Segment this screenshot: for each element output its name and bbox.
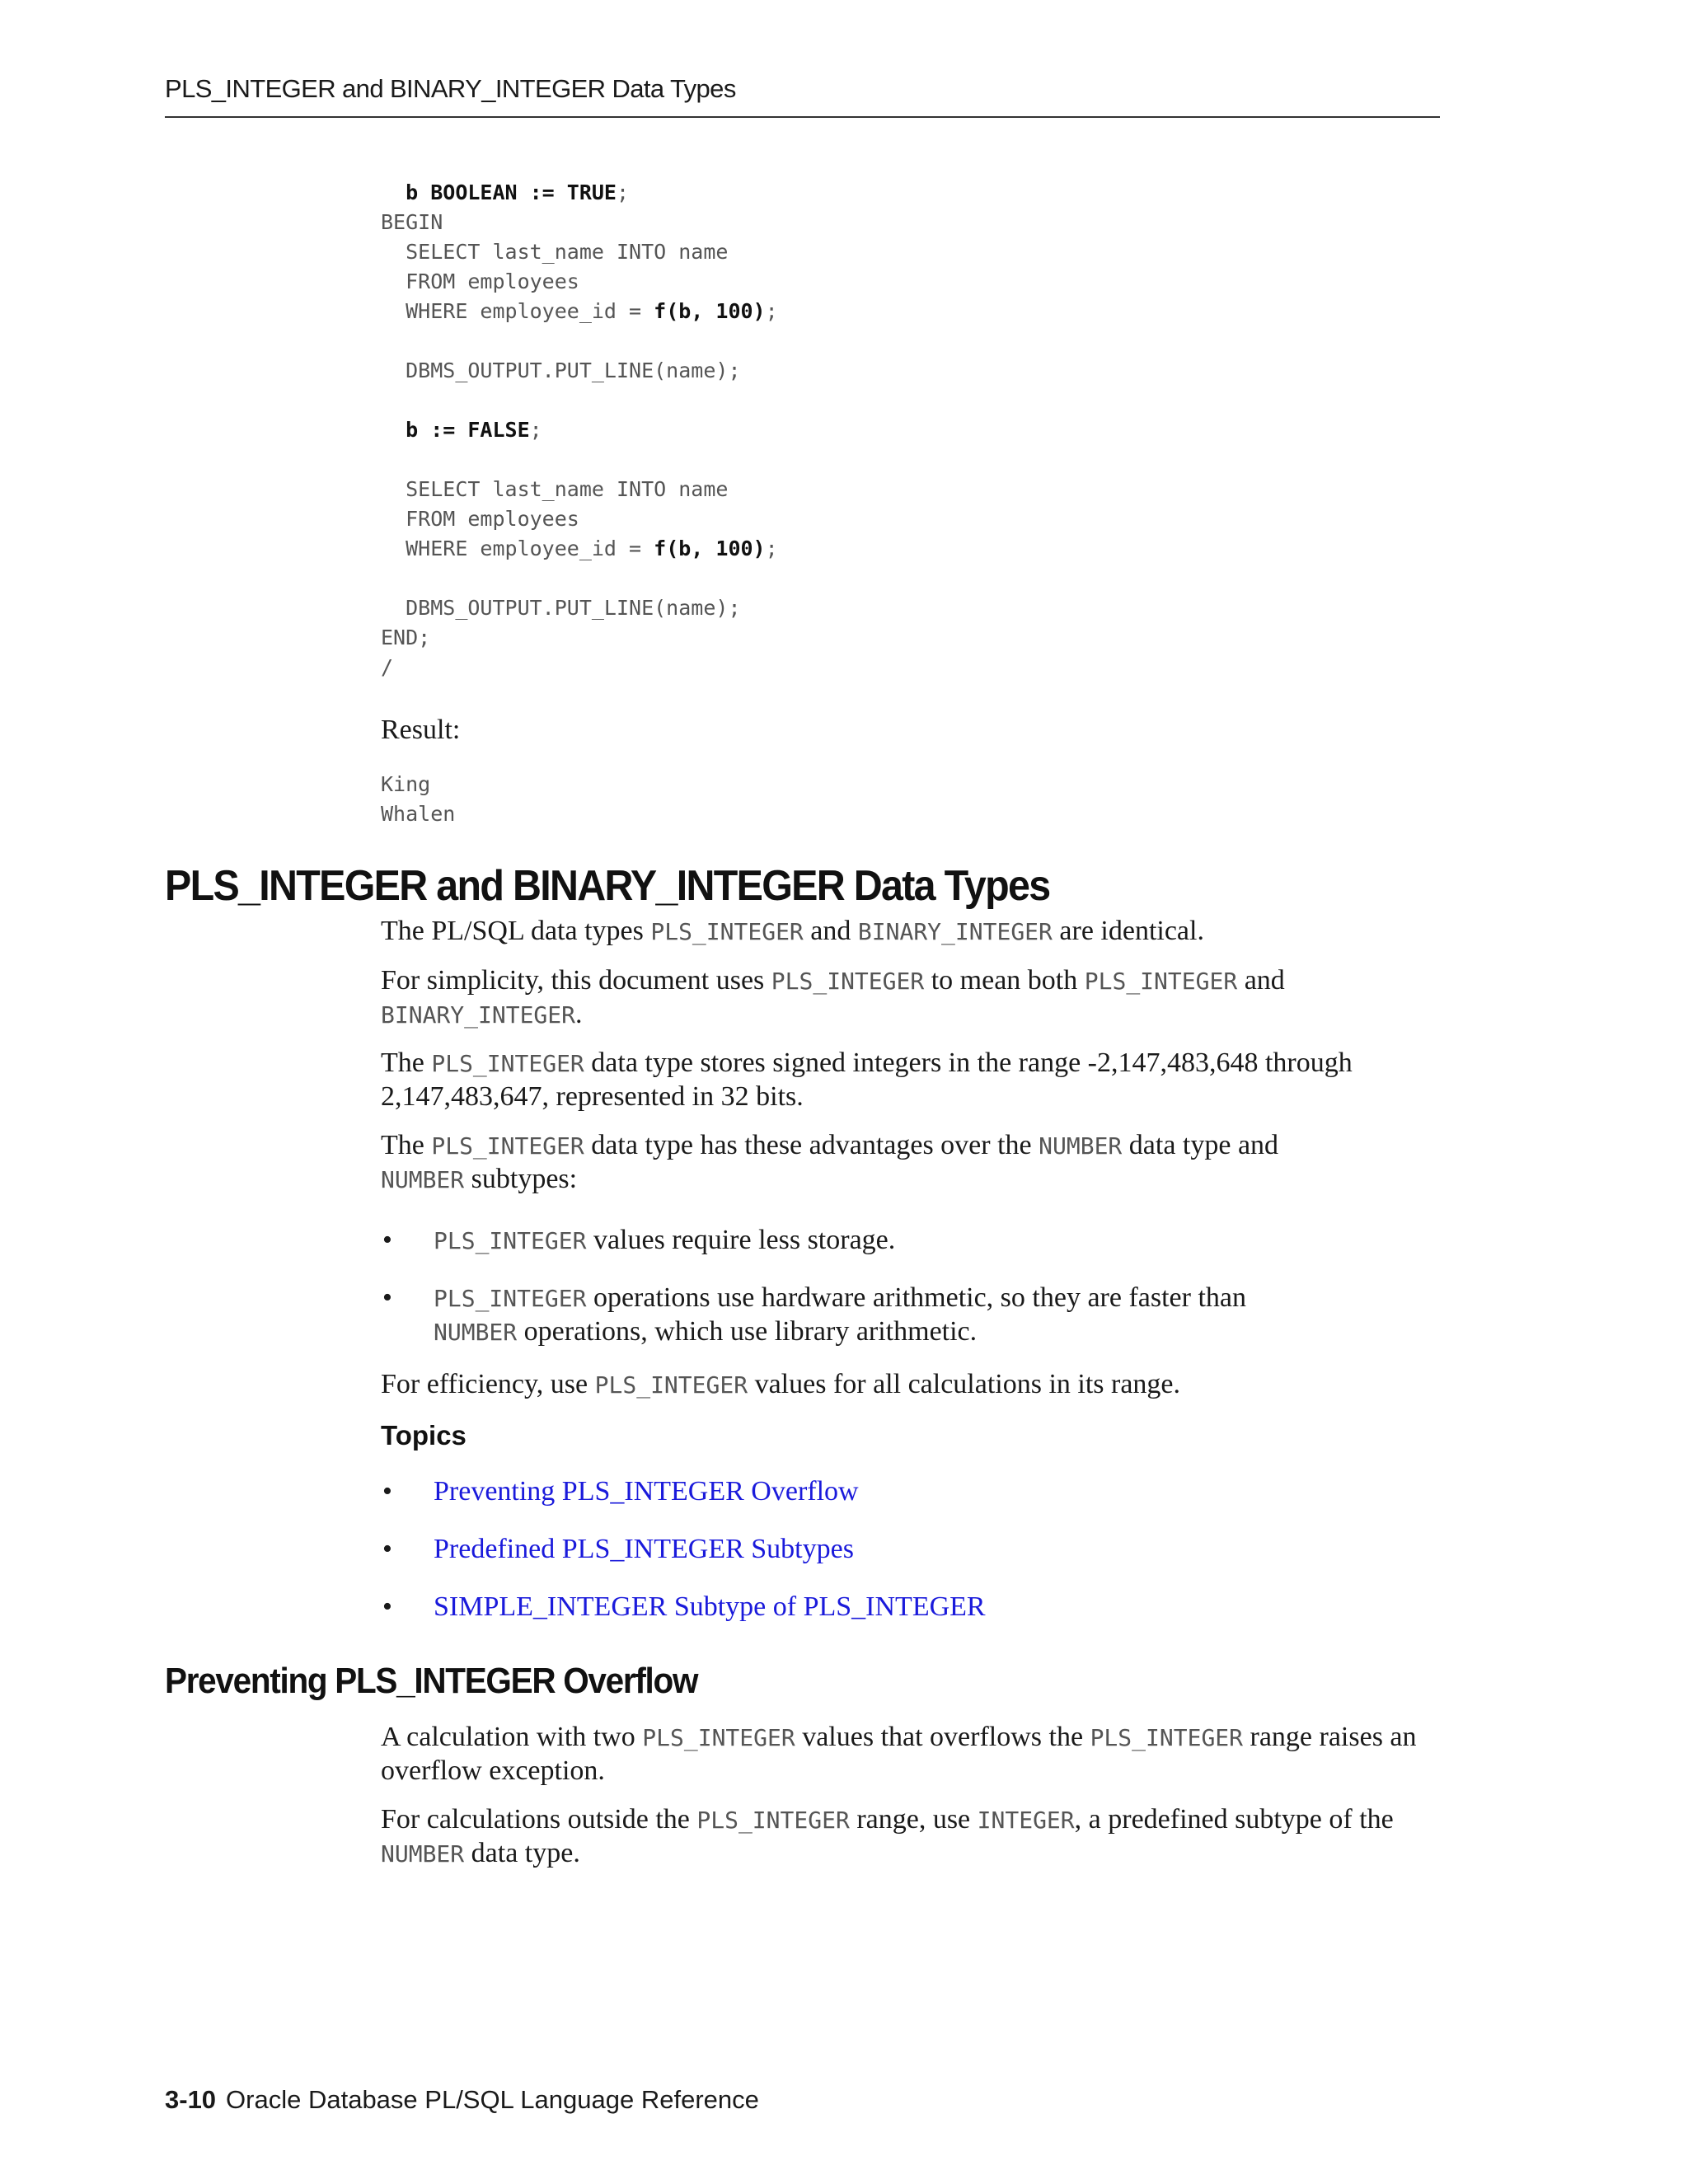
- code-emphasis: b BOOLEAN := TRUE: [406, 180, 617, 204]
- code-emphasis: f(b, 100): [654, 299, 766, 323]
- subsection-heading: Preventing PLS_INTEGER Overflow: [165, 1661, 698, 1701]
- code-text: DBMS_OUTPUT.PUT_LINE(name);: [406, 596, 741, 620]
- output-line: Whalen: [381, 802, 456, 826]
- code-text: FROM employees: [406, 269, 579, 293]
- bullet-icon: •: [382, 1591, 392, 1622]
- code-text: ;: [765, 537, 778, 560]
- code-text: ;: [529, 418, 542, 442]
- code-line: [381, 477, 728, 501]
- code-line: [381, 210, 443, 234]
- paragraph-outside-range: For calculations outside the PLS_INTEGER range, use INTEGER, a predefined subtype of the NUMBER data type.: [381, 1804, 1394, 1868]
- paragraph-advantages: The PLS_INTEGER data type has these advantages over the NUMBER data type and NUMBER subtypes:: [381, 1130, 1279, 1194]
- code-text: SELECT last_name INTO name: [406, 477, 729, 501]
- paragraph-overflow: A calculation with two PLS_INTEGER values that overflows the PLS_INTEGER range raises an overflow exception.: [381, 1722, 1417, 1786]
- page-number: 3-10: [165, 2085, 217, 2114]
- code-text: /: [381, 655, 394, 679]
- code-text: ;: [765, 299, 778, 323]
- code-text: ;: [616, 180, 630, 204]
- code-line: [381, 418, 542, 442]
- code-line: [381, 655, 393, 679]
- topic-link-simple-integer[interactable]: SIMPLE_INTEGER Subtype of PLS_INTEGER: [434, 1591, 986, 1622]
- code-emphasis: f(b, 100): [654, 537, 766, 560]
- code-line: [381, 180, 629, 204]
- paragraph-identical-types: The PL/SQL data types PLS_INTEGER and BINARY_INTEGER are identical.: [381, 916, 1204, 946]
- code-text: WHERE employee_id =: [406, 299, 654, 323]
- bullet-icon: •: [382, 1534, 392, 1564]
- code-line: [381, 626, 430, 649]
- paragraph-efficiency: For efficiency, use PLS_INTEGER values for all calculations in its range.: [381, 1369, 1181, 1399]
- topic-link-preventing-overflow[interactable]: Preventing PLS_INTEGER Overflow: [434, 1476, 859, 1507]
- code-line: [381, 537, 778, 560]
- code-text: SELECT last_name INTO name: [406, 240, 729, 264]
- paragraph-simplicity: For simplicity, this document uses PLS_INTEGER to mean both PLS_INTEGER and BINARY_INTEGER.: [381, 965, 1285, 1029]
- paragraph-range: The PLS_INTEGER data type stores signed integers in the range -2,147,483,648 through 2,147,483,647, represented in 32 bits.: [381, 1047, 1353, 1112]
- result-output: [381, 770, 455, 829]
- code-line: [381, 359, 741, 382]
- page-footer: [165, 2085, 759, 2115]
- running-header: PLS_INTEGER and BINARY_INTEGER Data Types: [165, 74, 736, 103]
- code-text: WHERE employee_id =: [406, 537, 654, 560]
- code-emphasis: b := FALSE: [406, 418, 530, 442]
- code-example: [381, 178, 778, 682]
- code-text: END;: [381, 626, 431, 649]
- topics-heading: Topics: [381, 1420, 467, 1451]
- book-title: Oracle Database PL/SQL Language Reference: [226, 2085, 759, 2114]
- code-text: DBMS_OUTPUT.PUT_LINE(name);: [406, 359, 741, 382]
- bullet-icon: •: [382, 1225, 392, 1255]
- section-heading: PLS_INTEGER and BINARY_INTEGER Data Types: [165, 862, 1050, 910]
- header-rule: [165, 116, 1440, 118]
- code-line: [381, 269, 579, 293]
- code-line: [381, 299, 778, 323]
- bullet-icon: •: [382, 1282, 392, 1313]
- bullet-icon: •: [382, 1476, 392, 1507]
- output-line: King: [381, 772, 431, 796]
- code-text: FROM employees: [406, 507, 579, 531]
- code-line: [381, 507, 579, 531]
- code-text: BEGIN: [381, 210, 443, 234]
- code-line: [381, 240, 728, 264]
- code-line: [381, 596, 741, 620]
- result-label: Result:: [381, 715, 461, 745]
- topic-link-predefined-subtypes[interactable]: Predefined PLS_INTEGER Subtypes: [434, 1534, 854, 1564]
